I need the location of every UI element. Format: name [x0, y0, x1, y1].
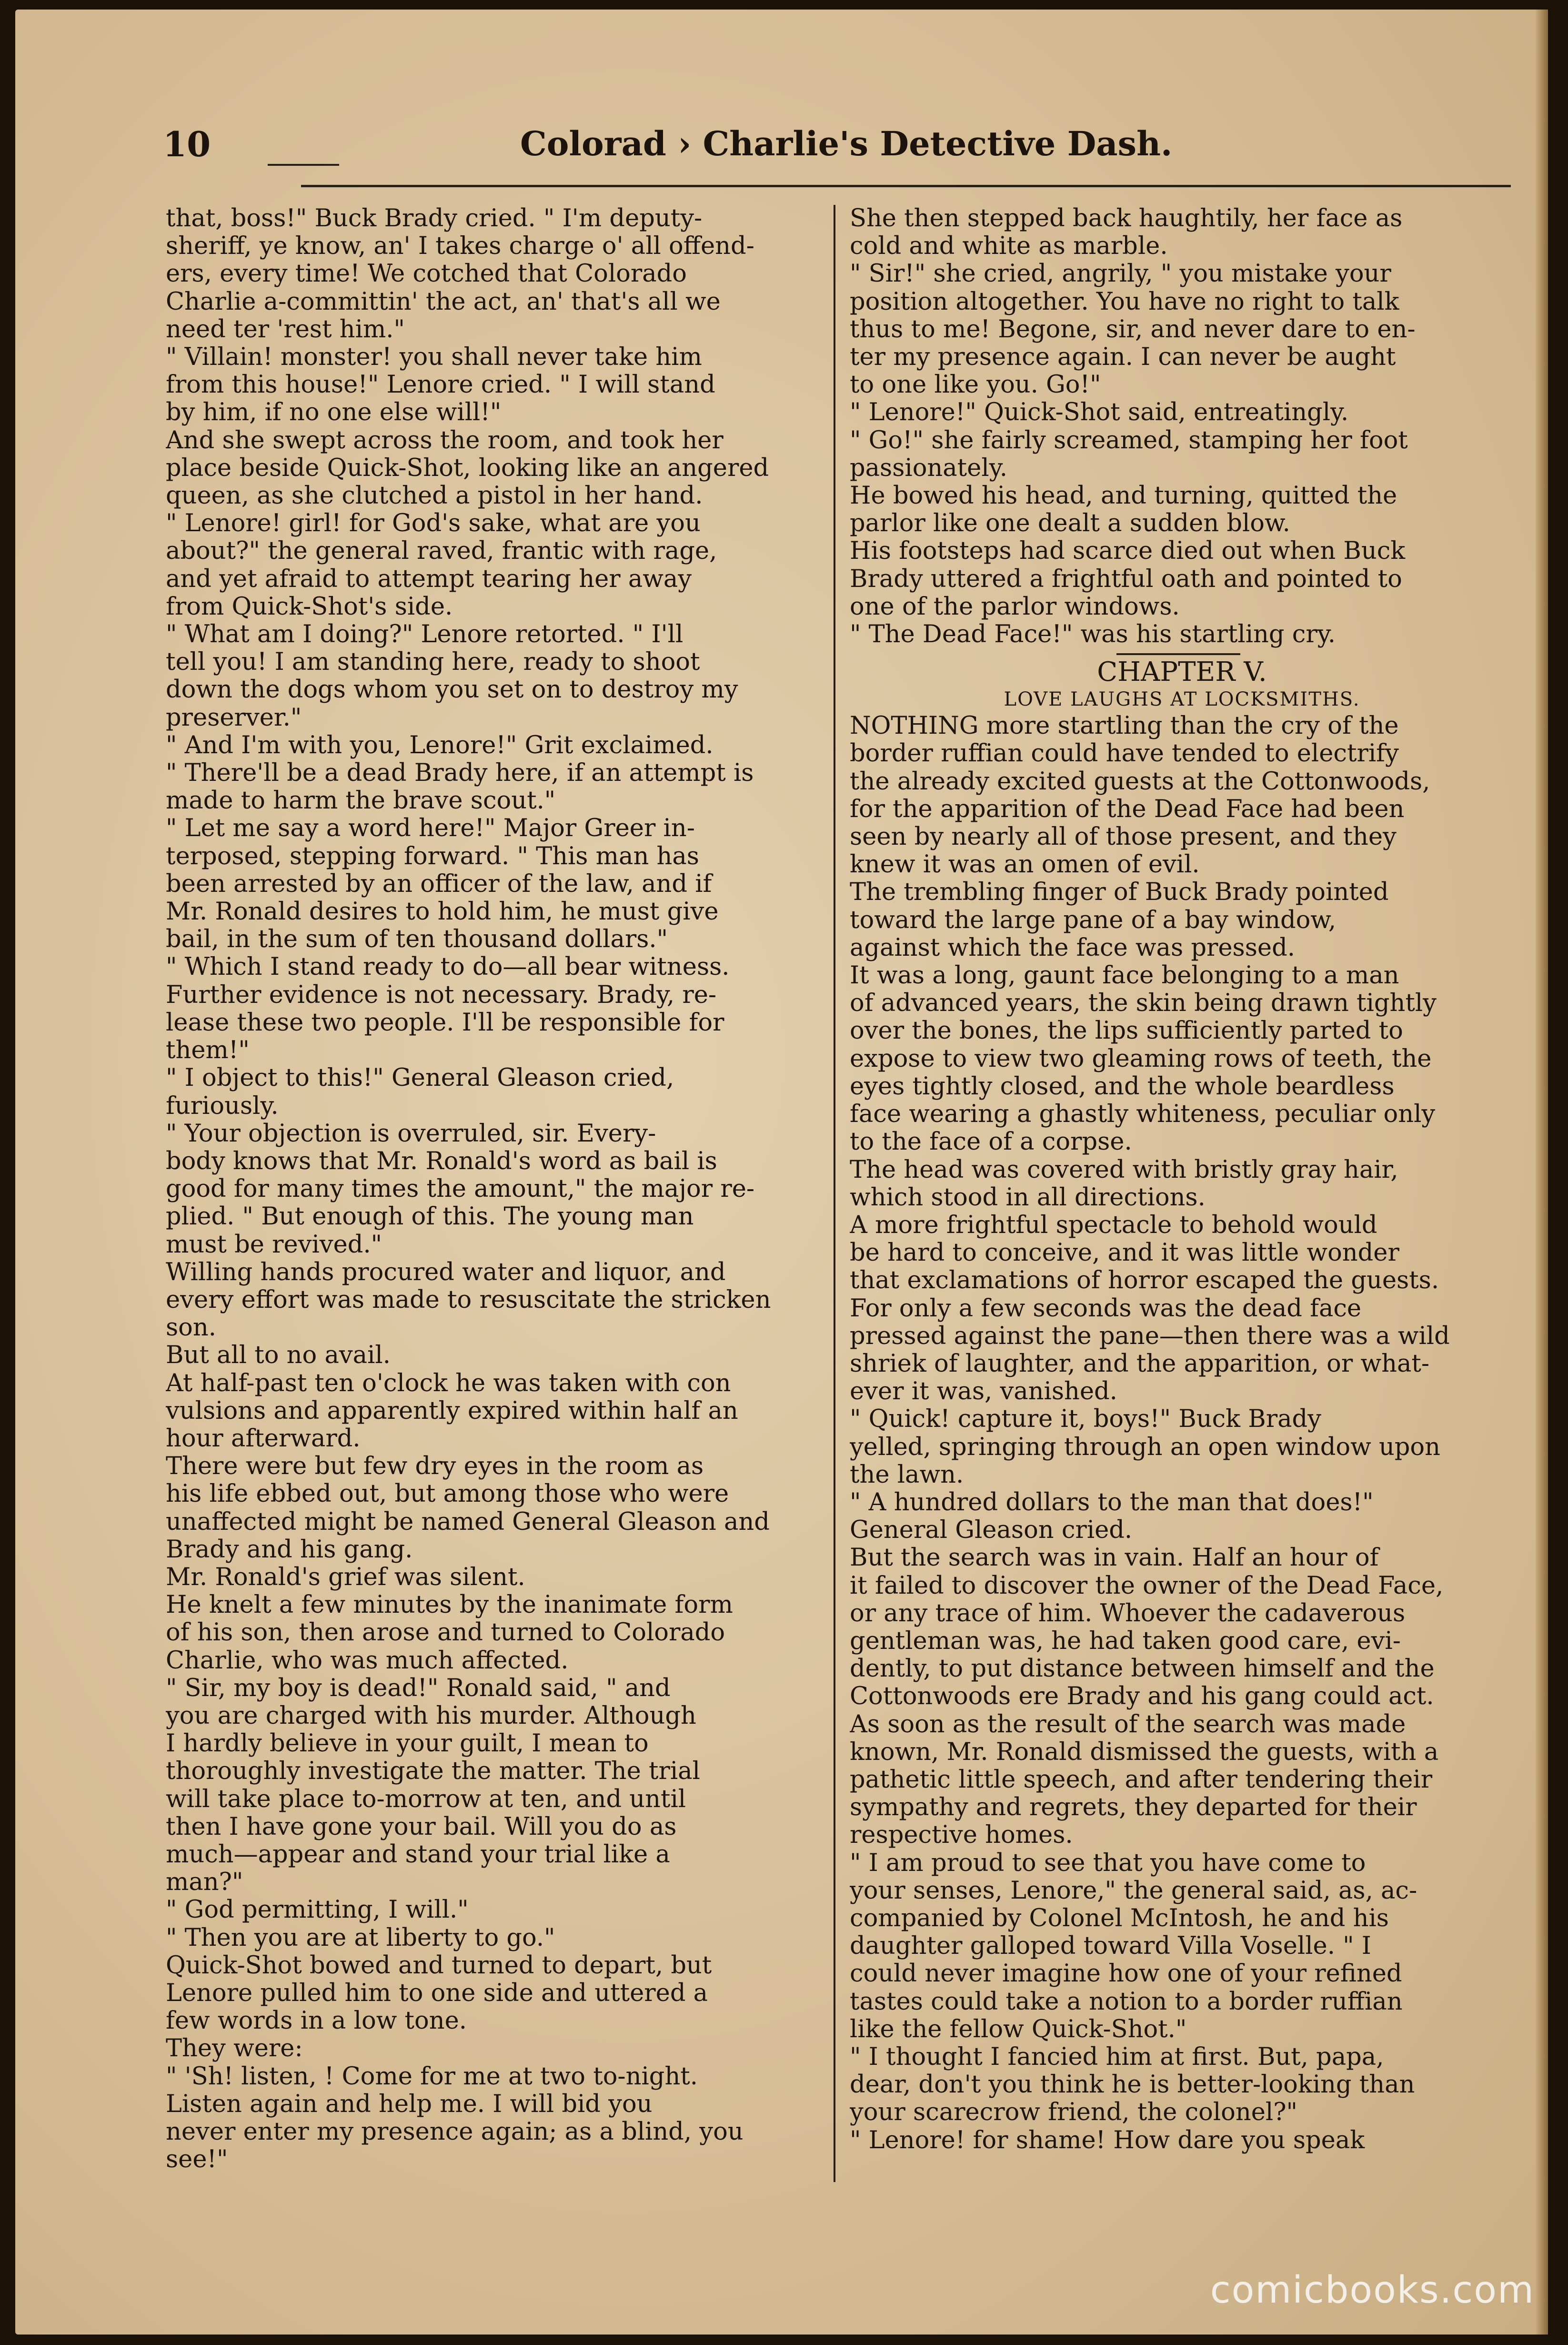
chapter-subtitle: LOVE LAUGHS AT LOCKSMITHS.: [1004, 688, 1360, 711]
text-line: " Villain! monster! you shall never take him: [166, 344, 702, 372]
text-line: it failed to discover the owner of the Dead Face,: [850, 1572, 1444, 1600]
text-line: gentleman was, he had taken good care, evi-: [850, 1627, 1401, 1655]
text-line: Brady uttered a frightful oath and pointed to: [850, 565, 1402, 593]
text-line: I hardly believe in your guilt, I mean to: [166, 1730, 649, 1758]
header-rule: [301, 185, 1511, 187]
text-line: of his son, then arose and turned to Colorado: [166, 1619, 725, 1647]
text-line: made to harm the brave scout.": [166, 787, 556, 815]
text-line: yelled, springing through an open window upon: [850, 1433, 1440, 1461]
text-line: hour afterward.: [166, 1425, 361, 1453]
text-line: place beside Quick-Shot, looking like an angered: [166, 454, 769, 482]
text-line: over the bones, the lips sufficiently parted to: [850, 1017, 1403, 1045]
text-line: will take place to-morrow at ten, and until: [166, 1785, 686, 1813]
text-line: cold and white as marble.: [850, 232, 1168, 261]
text-line: " There'll be a dead Brady here, if an attempt is: [166, 759, 754, 788]
page-number: 10: [163, 124, 211, 164]
text-line: man?": [166, 1869, 243, 1897]
text-line: respective homes.: [850, 1821, 1073, 1850]
text-line: But all to no avail.: [166, 1342, 391, 1370]
text-line: the already excited guests at the Cottonwoods,: [850, 768, 1430, 796]
text-line: be hard to conceive, and it was little wonder: [850, 1239, 1399, 1267]
text-line: companied by Colonel McIntosh, he and his: [850, 1904, 1389, 1932]
text-line: down the dogs whom you set on to destroy my: [166, 676, 738, 704]
text-line: ers, every time! We cotched that Colorado: [166, 260, 687, 288]
text-line: " Then you are at liberty to go.": [166, 1924, 555, 1952]
text-line: that exclamations of horror escaped the guests.: [850, 1267, 1439, 1295]
text-line: Mr. Ronald desires to hold him, he must give: [166, 898, 719, 926]
text-line: thoroughly investigate the matter. The trial: [166, 1758, 700, 1786]
text-line: every effort was made to resuscitate the stricken: [166, 1286, 771, 1314]
text-line: pressed against the pane—then there was a wild: [850, 1322, 1450, 1350]
text-line: about?" the general raved, frantic with rage,: [166, 537, 717, 566]
text-line: known, Mr. Ronald dismissed the guests, with a: [850, 1738, 1439, 1766]
text-line: vulsions and apparently expired within half an: [166, 1397, 738, 1425]
text-line: Lenore pulled him to one side and uttered a: [166, 1980, 708, 2007]
text-line: which stood in all directions.: [850, 1183, 1206, 1212]
text-line: Charlie, who was much affected.: [166, 1647, 569, 1675]
text-line: ter my presence again. I can never be aught: [850, 344, 1396, 372]
text-line: General Gleason cried.: [850, 1516, 1133, 1545]
text-line: They were:: [166, 2035, 303, 2063]
text-line: knew it was an omen of evil.: [850, 851, 1200, 879]
text-line: bail, in the sum of ten thousand dollars.": [166, 926, 668, 954]
text-line: much—appear and stand your trial like a: [166, 1840, 670, 1869]
text-line: for the apparition of the Dead Face had been: [850, 795, 1405, 823]
page-header: [163, 124, 1506, 167]
text-line: you are charged with his murder. Although: [166, 1702, 696, 1730]
text-line: But the search was in vain. Half an hour of: [850, 1544, 1379, 1572]
text-line: tell you! I am standing here, ready to shoot: [166, 648, 700, 677]
text-line: been arrested by an officer of the law, and if: [166, 870, 712, 898]
text-line: " Sir, my boy is dead!" Ronald said, " and: [166, 1674, 671, 1702]
text-line: expose to view two gleaming rows of teeth, the: [850, 1045, 1432, 1073]
text-line: " A hundred dollars to the man that does!": [850, 1488, 1374, 1516]
text-line: position altogether. You have no right to talk: [850, 288, 1399, 316]
text-line: toward the large pane of a bay window,: [850, 906, 1337, 934]
text-line: " God permitting, I will.": [166, 1896, 469, 1924]
text-line: Mr. Ronald's grief was silent.: [166, 1563, 525, 1591]
text-line: never enter my presence again; as a blind, you: [166, 2118, 744, 2146]
text-line: few words in a low tone.: [166, 2007, 467, 2035]
text-line: lease these two people. I'll be responsible for: [166, 1009, 724, 1037]
text-line: face wearing a ghastly whiteness, peculiar only: [850, 1101, 1436, 1129]
text-line: son.: [166, 1314, 216, 1342]
text-line: to one like you. Go!": [850, 371, 1101, 399]
text-line: that, boss!" Buck Brady cried. " I'm deputy-: [166, 205, 703, 232]
text-line: His footsteps had scarce died out when Buck: [850, 537, 1406, 566]
text-line: She then stepped back haughtily, her face as: [850, 205, 1403, 232]
text-line: " Your objection is overruled, sir. Every-: [166, 1120, 656, 1148]
text-line: queen, as she clutched a pistol in her hand.: [166, 482, 703, 510]
text-line: one of the parlor windows.: [850, 593, 1180, 621]
chapter-title: CHAPTER V.: [1097, 657, 1267, 688]
text-line: " Lenore!" Quick-Shot said, entreatingly.: [850, 399, 1349, 427]
text-line: He knelt a few minutes by the inanimate form: [166, 1591, 733, 1619]
text-line: " What am I doing?" Lenore retorted. " I'll: [166, 621, 683, 649]
text-line: At half-past ten o'clock he was taken with con: [166, 1369, 731, 1397]
text-line: There were but few dry eyes in the room as: [166, 1453, 704, 1481]
text-line: see!": [166, 2146, 228, 2174]
text-line: ever it was, vanished.: [850, 1378, 1117, 1406]
text-line: terposed, stepping forward. " This man has: [166, 842, 699, 870]
text-line: " Go!" she fairly screamed, stamping her foot: [850, 426, 1408, 455]
text-line: against which the face was pressed.: [850, 934, 1295, 962]
text-line: The head was covered with bristly gray hair,: [850, 1156, 1398, 1184]
text-line: Brady and his gang.: [166, 1536, 413, 1564]
text-line: " The Dead Face!" was his startling cry.: [850, 621, 1336, 649]
text-line: " Let me say a word here!" Major Greer in-: [166, 815, 695, 843]
text-line: " 'Sh! listen, ! Come for me at two to-night.: [166, 2062, 698, 2091]
text-line: and yet afraid to attempt tearing her away: [166, 565, 692, 593]
text-line: body knows that Mr. Ronald's word as bail is: [166, 1147, 717, 1175]
text-line: daughter galloped toward Villa Voselle. " I: [850, 1932, 1371, 1961]
text-line: or any trace of him. Whoever the cadaverous: [850, 1599, 1406, 1627]
text-line: them!": [166, 1037, 250, 1065]
text-line: your scarecrow friend, the colonel?": [850, 2099, 1297, 2127]
text-line: pathetic little speech, and after tendering their: [850, 1766, 1433, 1794]
text-line: " I object to this!" General Gleason cried,: [166, 1064, 674, 1092]
magazine-page: [15, 10, 1548, 2335]
text-line: must be revived.": [166, 1231, 382, 1259]
text-line: Further evidence is not necessary. Brady, re-: [166, 981, 717, 1009]
text-line: sympathy and regrets, they departed for their: [850, 1794, 1417, 1822]
running-title: Colorad › Charlie's Detective Dash.: [520, 124, 1173, 163]
text-line: to the face of a corpse.: [850, 1128, 1132, 1156]
text-line: " I am proud to see that you have come to: [850, 1849, 1366, 1877]
text-line: NOTHING more startling than the cry of the: [850, 712, 1399, 740]
page-spine-edge: [1536, 10, 1548, 2335]
text-line: need ter 'rest him.": [166, 315, 405, 344]
text-line: passionately.: [850, 454, 1007, 482]
text-line: " Lenore! for shame! How dare you speak: [850, 2126, 1365, 2154]
text-line: Cottonwoods ere Brady and his gang could act.: [850, 1683, 1434, 1711]
text-line: from this house!" Lenore cried. " I will stand: [166, 371, 715, 399]
left-text-column: [166, 205, 830, 2173]
text-line: " Quick! capture it, boys!" Buck Brady: [850, 1405, 1321, 1434]
text-line: from Quick-Shot's side.: [166, 593, 453, 621]
text-line: by him, if no one else will!": [166, 399, 502, 427]
text-line: " Lenore! girl! for God's sake, what are you: [166, 510, 701, 538]
text-line: The trembling finger of Buck Brady pointed: [850, 879, 1389, 907]
text-line: parlor like one dealt a sudden blow.: [850, 510, 1290, 538]
text-line: Quick-Shot bowed and turned to depart, but: [166, 1951, 712, 1980]
text-line: sheriff, ye know, an' I takes charge o' all offend-: [166, 232, 754, 261]
text-line: A more frightful spectacle to behold would: [850, 1211, 1377, 1239]
text-line: seen by nearly all of those present, and they: [850, 823, 1397, 851]
text-line: then I have gone your bail. Will you do as: [166, 1813, 677, 1841]
watermark: comicbooks.com: [1210, 2269, 1535, 2312]
text-line: dently, to put distance between himself and the: [850, 1655, 1435, 1683]
column-divider: [834, 205, 835, 2182]
text-line: of advanced years, the skin being drawn tightly: [850, 990, 1437, 1018]
text-line: It was a long, gaunt face belonging to a man: [850, 962, 1399, 990]
text-line: " And I'm with you, Lenore!" Grit exclaimed.: [166, 731, 714, 759]
text-line: For only a few seconds was the dead face: [850, 1294, 1362, 1323]
header-dash: [268, 164, 339, 166]
text-line: thus to me! Begone, sir, and never dare to en-: [850, 315, 1416, 344]
text-line: As soon as the result of the search was made: [850, 1710, 1406, 1739]
text-line: the lawn.: [850, 1461, 964, 1489]
text-line: And she swept across the room, and took her: [166, 426, 724, 455]
text-line: " Sir!" she cried, angrily, " you mistake your: [850, 260, 1391, 288]
text-line: preserver.": [166, 704, 302, 732]
text-line: plied. " But enough of this. The young man: [166, 1203, 694, 1231]
text-line: eyes tightly closed, and the whole beardless: [850, 1072, 1395, 1101]
right-column-text-after-chapter: [850, 712, 1514, 2154]
chapter-rule: [1116, 653, 1240, 655]
text-line: border ruffian could have tended to electrify: [850, 740, 1399, 768]
text-line: good for many times the amount," the major re-: [166, 1175, 755, 1203]
right-column-text-before-chapter: [850, 205, 1514, 648]
text-line: tastes could take a notion to a border ruffian: [850, 1988, 1403, 2016]
text-line: He bowed his head, and turning, quitted the: [850, 482, 1397, 510]
text-line: shriek of laughter, and the apparition, or what-: [850, 1350, 1430, 1378]
text-line: " Which I stand ready to do—all bear witness.: [166, 953, 730, 981]
text-line: like the fellow Quick-Shot.": [850, 2015, 1187, 2043]
text-line: could never imagine how one of your refined: [850, 1960, 1402, 1988]
text-line: unaffected might be named General Gleason and: [166, 1508, 770, 1536]
text-line: " I thought I fancied him at first. But, papa,: [850, 2043, 1384, 2071]
text-line: Willing hands procured water and liquor, and: [166, 1258, 726, 1286]
text-line: his life ebbed out, but among those who were: [166, 1480, 729, 1508]
text-line: dear, don't you think he is better-looking than: [850, 2071, 1415, 2099]
text-line: Charlie a-committin' the act, an' that's all we: [166, 288, 721, 316]
right-text-column: [850, 205, 1514, 2154]
text-line: furiously.: [166, 1092, 279, 1120]
text-line: your senses, Lenore," the general said, as, ac-: [850, 1877, 1417, 1905]
text-line: Listen again and help me. I will bid you: [166, 2090, 653, 2118]
